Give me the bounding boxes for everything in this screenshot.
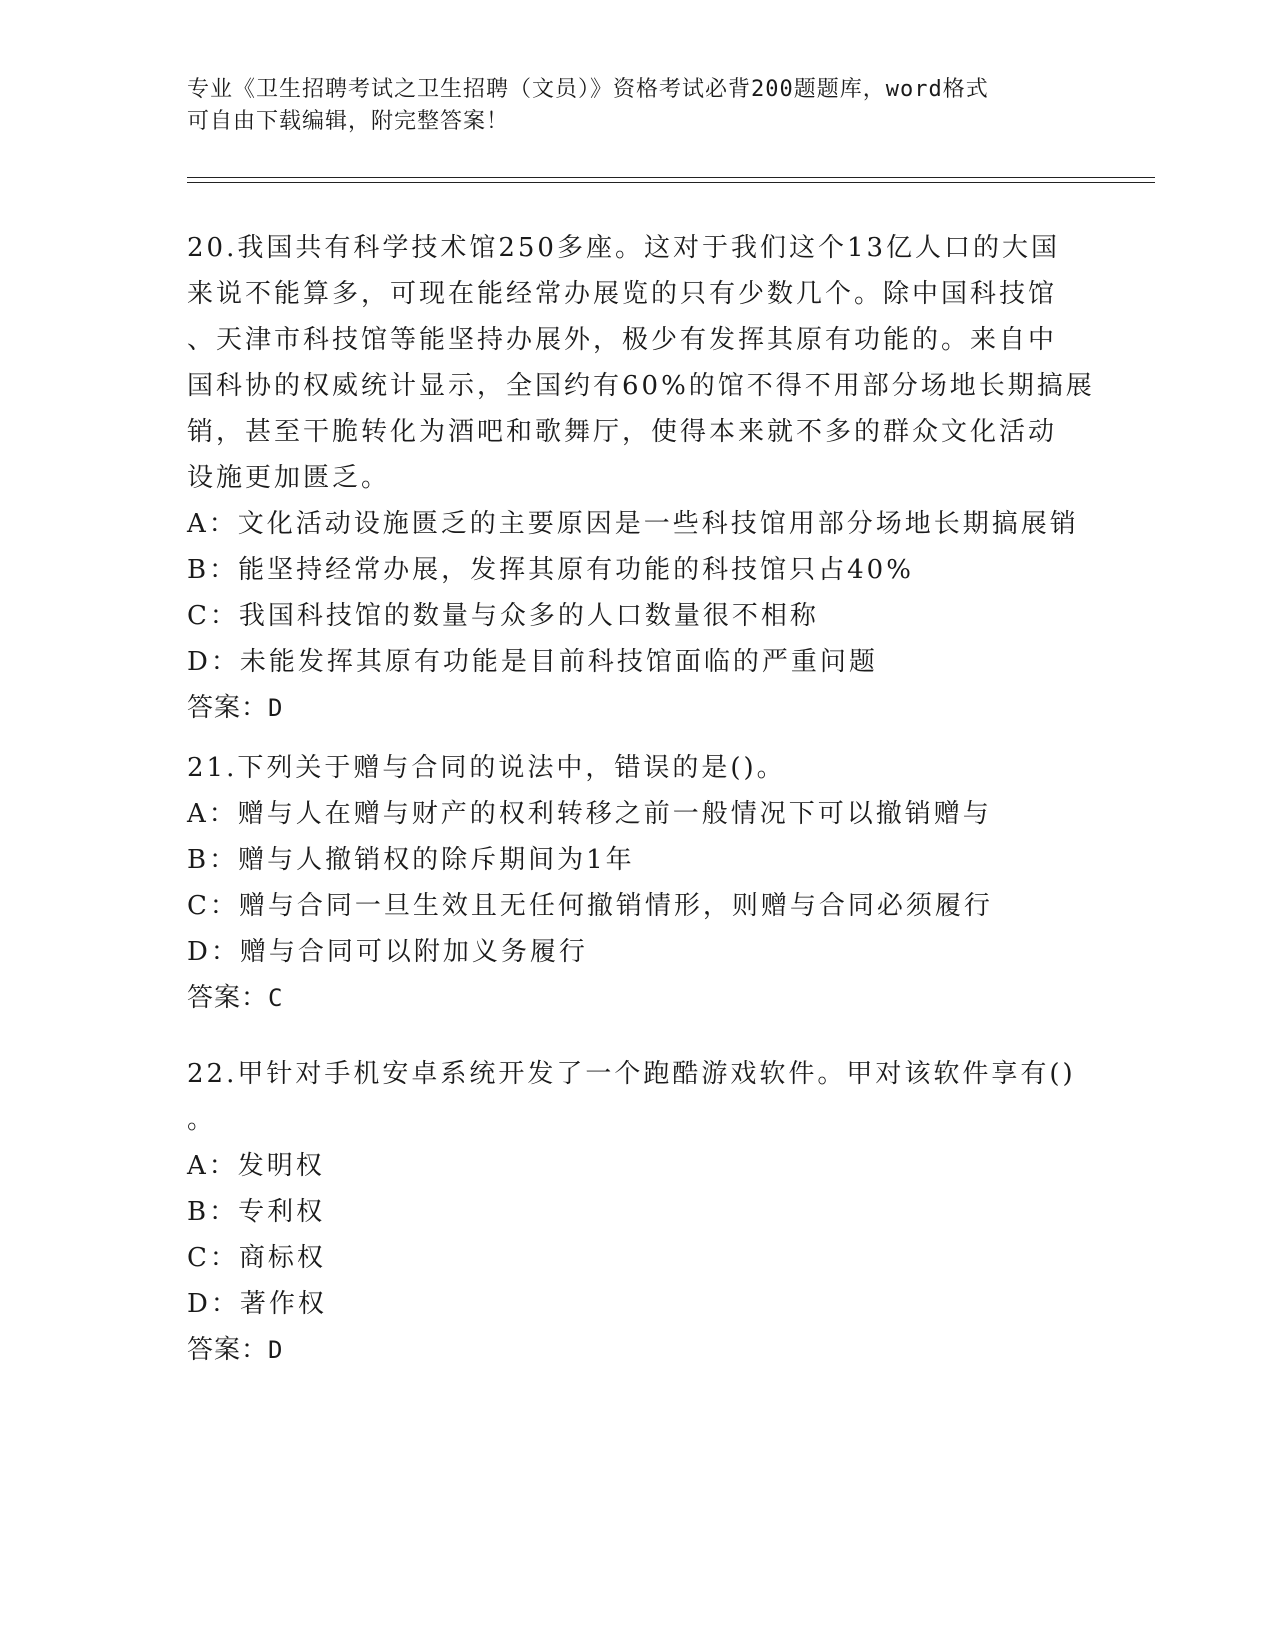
question-stem-line: 。 <box>187 1105 217 1135</box>
answer-value: C <box>268 984 284 1012</box>
answer-label: 答案： <box>187 983 269 1013</box>
question-20 <box>187 225 1095 731</box>
option-b: B：赠与人撤销权的除斥期间为1年 <box>187 845 635 875</box>
option-d: D：未能发挥其原有功能是目前科技馆面临的严重问题 <box>187 647 878 677</box>
question-stem-line: 21.下列关于赠与合同的说法中，错误的是()。 <box>187 753 786 783</box>
option-c: C：商标权 <box>187 1243 326 1273</box>
answer-label: 答案： <box>187 693 269 723</box>
answer-line <box>187 685 1087 731</box>
question-21 <box>187 745 1087 1021</box>
answer-line <box>187 1327 1087 1373</box>
option-a: A：发明权 <box>187 1151 325 1181</box>
option-d: D：著作权 <box>187 1289 327 1319</box>
question-stem-line: 设施更加匮乏。 <box>187 463 391 493</box>
option-d: D：赠与合同可以附加义务履行 <box>187 937 588 967</box>
answer-label: 答案： <box>187 1335 269 1365</box>
question-stem-line: 、天津市科技馆等能坚持办展外，极少有发挥其原有功能的。来自中 <box>187 325 1058 355</box>
answer-value: D <box>268 1336 284 1364</box>
header-divider-top <box>187 177 1155 178</box>
question-stem-line: 销，甚至干脆转化为酒吧和歌舞厅，使得本来就不多的群众文化活动 <box>187 417 1058 447</box>
header-title-line-2: 可自由下载编辑，附完整答案！ <box>187 109 510 134</box>
question-stem-line: 来说不能算多，可现在能经常办展览的只有少数几个。除中国科技馆 <box>187 279 1058 309</box>
document-header <box>187 74 1067 138</box>
question-stem-line: 22.甲针对手机安卓系统开发了一个跑酷游戏软件。甲对该软件享有() <box>187 1059 1076 1089</box>
question-stem-line: 20.我国共有科学技术馆250多座。这对于我们这个13亿人口的大国 <box>187 233 1061 263</box>
option-b: B：能坚持经常办展，发挥其原有功能的科技馆只占40% <box>187 555 914 585</box>
question-22 <box>187 1051 1087 1373</box>
option-c: C：我国科技馆的数量与众多的人口数量很不相称 <box>187 601 819 631</box>
answer-line <box>187 975 1087 1021</box>
header-title-line-1: 专业《卫生招聘考试之卫生招聘（文员）》资格考试必背200题题库，word格式 <box>187 77 989 102</box>
option-b: B：专利权 <box>187 1197 326 1227</box>
header-divider-bottom <box>187 182 1155 183</box>
option-c: C：赠与合同一旦生效且无任何撤销情形，则赠与合同必须履行 <box>187 891 993 921</box>
option-a: A：文化活动设施匮乏的主要原因是一些科技馆用部分场地长期搞展销 <box>187 509 1079 539</box>
question-stem-line: 国科协的权威统计显示，全国约有60%的馆不得不用部分场地长期搞展 <box>187 371 1095 401</box>
option-a: A：赠与人在赠与财产的权利转移之前一般情况下可以撤销赠与 <box>187 799 992 829</box>
answer-value: D <box>268 694 284 722</box>
